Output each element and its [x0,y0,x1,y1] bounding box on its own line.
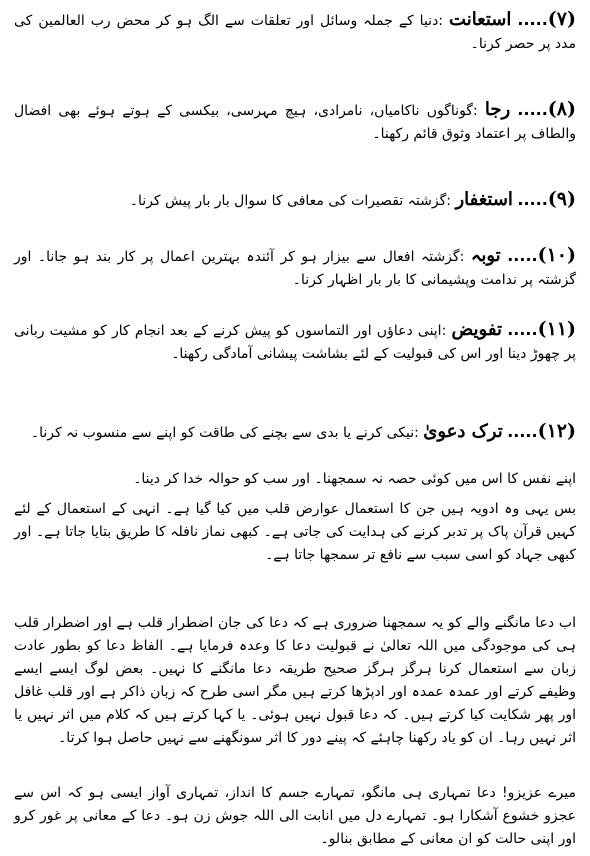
item-number: (۱۰) [537,244,577,266]
item-dots: ..... [517,10,548,29]
item-text: :نیکی کرنے یا بدی سے بچنے کی طاقت کو اپنے سے منسوب نہ کرنا۔ [30,425,419,441]
item-term: استغفار [455,189,513,210]
list-item-9 [14,188,576,213]
item-term: استعانت [449,9,512,30]
list-item-8 [14,98,576,146]
list-item-11 [14,318,576,366]
item-term: رجا [484,99,511,120]
paragraph: میرے عزیزو! دعا تمہاری ہی مانگو، تمہارے جسم کا انداز، تمہاری آواز ایسی ہو کہ اس سے عجزو خشوع آشکارا ہو۔ تمہارے دل میں انابت الی اللہ جوش زن ہو۔ دعا کے معانی پر غور کرو اور اپنی حالت کو ان معانی کے مطابق بنالو۔ [14,785,576,847]
item-number: (۷) [547,8,576,30]
item-dots: ..... [507,320,538,339]
item-term: توبہ [470,245,501,266]
item-number: (۸) [547,98,577,120]
item-text: :گوناگوں ناکامیاں، نامرادی، ہیچ مہرسی، بیکسی کے ہوتے ہوئے بھی افضال والطاف پر اعتماد وثوق قائم رکھنا۔ [14,103,576,142]
item-number: (۱۱) [537,318,576,340]
item-text: :گزشتہ تقصیرات کی معافی کا سوال بار بار پیش کرنا۔ [129,193,451,209]
item-number: (۱۲) [537,420,576,442]
paragraph: اب دعا مانگنے والے کو یہ سمجھنا ضروری ہے کہ دعا کی جان اضطرار قلب ہے اور اضطرار قلب ہی کی موجودگی میں اللہ تعالیٰ نے قبولیت دعا کا وعدہ فرمایا ہے۔ الفاظ دعا کو بطور عادت زبان سے استعمال کرنا ہرگز ہرگز صحیح طریقہ دعا مانگنے کا نہیں۔ بعض لوگ ایسے ایسے وظیفے کرتے اور عمدہ عمدہ اور ادپڑھا کرتے ہیں مگر اسی طرح کہ زبان ذاکر ہے اور قلب غافل اور پھر شکایت کیا کرتے ہیں۔ کہ دعا قبول نہیں ہوئی۔ یا کہا کرتے ہیں کہ کلام میں اثر نہیں یا اثر نہیں رہا۔ ان کو یاد رکھنا چاہئے کہ پینے دور کا اثر سونگھنے سے نہیں حاصل ہوا کرتا۔ [14,615,576,746]
list-item-10 [14,244,576,292]
item-term: ترک دعویٰ [423,421,503,442]
item-dots: ..... [517,100,548,119]
item-term: تفویض [451,319,502,340]
item-dots: ..... [507,422,538,441]
item-number: (۹) [547,188,576,210]
list-item-7 [14,8,576,56]
item-text: :دنیا کے جملہ وسائل اور تعلقات سے الگ ہو کر محض رب العالمین کی مدد پر حصر کرنا۔ [14,13,576,52]
item-text: :گزشتہ افعال سے بیزار ہو کر آئندہ بہترین اعمال پر کار بند ہو جانا۔ اور گزشتہ پر ندامت وپشیمانی کا بار بار اظہار کرنا۔ [14,249,576,288]
item-text: :اپنی دعاؤں اور التماسوں کو پیش کرنے کے بعد انجام کار کو مشیت ربانی پر چھوڑ دینا اور اس کی قبولیت کے لئے بشاشت پیشانی آمادگی رکھنا۔ [14,323,576,362]
paragraph: بس یہی وہ ادویہ ہیں جن کا استعمال عوارض قلب میں کیا گیا ہے۔ انہی کے استعمال کے لئے کہیں قرآن پاک پر تدبر کرنے کی ہدایت کی جاتی ہے۔ کبھی نماز نافلہ کا طریق بتایا جاتا ہے۔ اور کبھی جہاد کو اسی سبب سے نافع تر سمجھا جاتا ہے۔ [14,501,576,563]
item-dots: ..... [507,246,538,265]
item-dots: ..... [517,190,548,209]
paragraph: اپنے نفس کا اس میں کوئی حصہ نہ سمجھنا۔ اور سب کو حوالہ خدا کر دینا۔ [133,471,576,487]
list-item-12 [14,420,576,445]
